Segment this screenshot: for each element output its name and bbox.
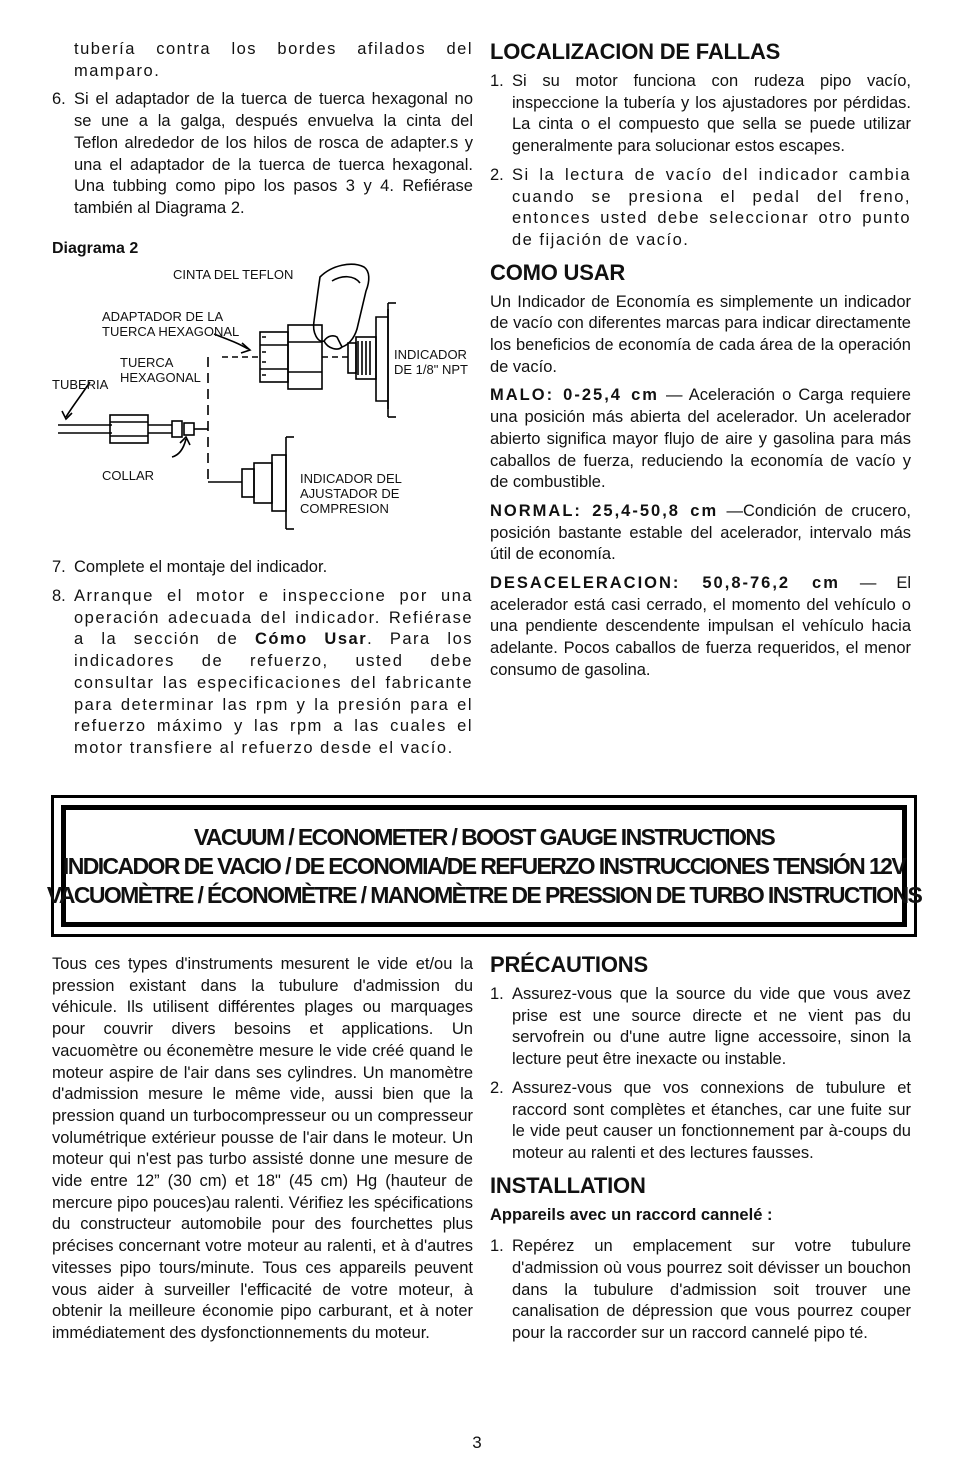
list-number: 6. <box>52 90 66 109</box>
list-text: Repérez un emplacement sur votre tubulure d'admission où vous pourrez soit dévisser un bouchon dans la tubulure d'admission soit trouver une canalisation de dépression que vous pourrez couper pour la raccorder sur un raccord cannelé pipo té. <box>512 1237 911 1343</box>
label-hex-nut: TUERCA HEXAGONAL <box>120 355 201 386</box>
label-teflon-tape: CINTA DEL TEFLON <box>173 267 294 283</box>
range-normal <box>490 501 911 566</box>
list-text: Si la lectura de vacío del indicador cambia cuando se presiona el pedal del freno, entonces usted debe seleccionar otro punto de fijación de vacío. <box>512 165 911 249</box>
troubleshoot-item-2 <box>490 165 911 252</box>
banner-title-spanish: INDICADOR DE VACIO / DE ECONOMIA/DE REFUERZO INSTRUCCIONES TENSIÓN 12V <box>62 852 906 879</box>
installation-item-1 <box>490 1236 911 1345</box>
troubleshoot-item-1 <box>490 71 911 158</box>
right-top-column <box>490 39 911 682</box>
list-number: 1. <box>490 1237 504 1256</box>
list-text <box>74 586 473 760</box>
collar-arrow-icon <box>172 439 186 457</box>
list-item-8 <box>52 586 473 760</box>
heading-installation: INSTALLATION <box>490 1172 646 1198</box>
list-number: 1. <box>490 985 504 1003</box>
range-decel <box>490 573 911 682</box>
left-top-column <box>52 39 473 767</box>
list-text: Si el adaptador de la tuerca de tuerca hexagonal no se une a la galga, después envuelva la cinta del Teflon alrededor de los hilos de rosca de adapter.s y una el adaptador de la tuerca de tuerca hexagonal. Una tubbing como pipo los pasos 3 y 4. Refiérase también al Diagrama 2. <box>74 90 473 217</box>
compression-fitting-shape <box>242 469 254 497</box>
title-banner-inner <box>46 805 922 927</box>
range-bad-text: — Aceleración o Carga requiere una posición más abierta del acelerador. Un acelerador abierto significa mayor flujo de aire y gasolina para más caballos de fuerza, reduciendo la economía de vacío y de combustible. <box>490 386 911 492</box>
diagram-2 <box>52 257 473 557</box>
list-text: Assurez-vous que vos connexions de tubulure et raccord sont complètes et étanches, car une fuite sur le vide peut causer un fonctionnement par à-coups du moteur au ralenti et des lectures fausses. <box>512 1078 911 1162</box>
left-bottom-column <box>52 954 473 1345</box>
gauge-stem-shape <box>348 343 356 373</box>
list-number: 1. <box>490 72 504 90</box>
range-bad <box>490 385 911 494</box>
title-banner <box>46 795 922 937</box>
list-item-6 <box>52 89 473 219</box>
heading-how-to-use: COMO USAR <box>490 259 626 285</box>
list-text-part: . Para los indicadores de refuerzo, usted debe consultar las especificaciones del fabricante para determinar las rpm y la presión para el refuerzo máximo y las rpm a las cuales el motor transfiere al refuerzo desde el vacío. <box>74 630 473 757</box>
hex-nut-shape <box>110 415 148 443</box>
list-text: Assurez-vous que la source du vide que vous avez prise est une source directe et ne vient pas du servofrein ou d'une autre ligne accessoire, sinon la lecture peut être inexacte ou instable. <box>512 985 911 1069</box>
range-bad-term: MALO: 0-25,4 cm <box>490 386 659 405</box>
heading-precautions: PRÉCAUTIONS <box>490 952 648 977</box>
list-text: Complete el montaje del indicador. <box>74 558 328 577</box>
heading-troubleshooting: LOCALIZACION DE FALLAS <box>490 39 781 64</box>
precaution-item-1 <box>490 984 911 1071</box>
range-decel-term: DESACELERACION: 50,8-76,2 cm <box>490 574 840 593</box>
list-number: 2. <box>490 165 504 184</box>
right-bottom-column <box>490 952 911 1352</box>
label-compression-gauge: INDICADOR DEL AJUSTADOR DE COMPRESION <box>300 471 402 517</box>
precaution-item-2 <box>490 1078 911 1165</box>
collar-shape <box>172 421 182 437</box>
banner-title-french: VACUOMÈTRE / ÉCONOMÈTRE / MANOMÈTRE DE PRESSION DE TURBO INSTRUCTIONS <box>46 881 922 908</box>
list-text-part: Arranque el motor e inspeccione por una operación adecuada del indicador. Refiérase a la sección de <box>74 587 473 649</box>
como-usar-reference: Cómo Usar <box>255 630 368 649</box>
label-collar: COLLAR <box>102 468 155 484</box>
list-item-7 <box>52 557 473 579</box>
use-intro: Un Indicador de Economía es simplemente un indicador de vacío con diferentes marcas para indicar directamente los beneficios de economía de cada área de la operación de vacío. <box>490 292 911 376</box>
page-number: 3 <box>472 1433 482 1452</box>
diagram-title: Diagrama 2 <box>52 239 139 257</box>
range-normal-text: —Condición de crucero, posición bastante estable del acelerador, intervalo más útil de economía. <box>490 501 912 564</box>
banner-title-english: VACUUM / ECONOMETER / BOOST GAUGE INSTRUCTIONS <box>193 823 775 850</box>
label-hex-adapter: ADAPTADOR DE LA TUERCA HEXAGONAL <box>102 309 240 340</box>
list-number: 2. <box>490 1078 504 1097</box>
label-gauge-npt: INDICADOR DE 1/8" NPT <box>394 347 468 378</box>
list-text: Si su motor funciona con rudeza pipo vacío, inspeccione la tubería y los ajustadores por pérdidas. La cinta o el compuesto que sella se puede utilizar generalmente para solucionar estos escapes. <box>512 72 911 156</box>
french-intro: Tous ces types d'instruments mesurent le vide et/ou la pression existant dans la tubulure d'admission du véhicule. Ils utilisent différentes plages ou marquages pour couvrir divers besoins et applications. Un vacuomètre ou éconemètre mesure le vide créé quand le moteur aspire de l'air dans ses cylindres. Un manomètre d'admission mesure le même vide, aussi bien que la pression quand un turbocompresseur ou un compresseur volumétrique extérieur pousse de l'air dans le moteur. Un moteur qui n'est pas turbo assisté donne une mesure de vide entre 12” (30 cm) et 18" (45 cm) Hg (hauteur de mercure pipo pouces)au ralenti. Vérifiez les spécifications du constructeur automobile pour des fourchettes plus précises concernant votre moteur au ralenti, et à d'autres vitesses pipo tours/minute. Tous ces appareils peuvent vous aider à surveiller l'efficacité de votre moteur, à obtenir la meilleure économie pipo carburant, et à noter immédiatement des dysfonctionnements du moteur. <box>52 955 473 1342</box>
item-5-continuation: tubería contra los bordes afilados del mamparo. <box>74 40 473 80</box>
installation-subheading: Appareils avec un raccord cannelé : <box>490 1205 773 1224</box>
list-number: 8. <box>52 587 66 606</box>
range-normal-term: NORMAL: 25,4-50,8 cm <box>490 501 719 520</box>
label-tubing: TUBERIA <box>52 377 109 393</box>
range-decel-text: — El acelerador está casi cerrado, el momento del vehículo o una pendiente descendente impulsan el vehículo hacia adelante. Pocos caballos de fuerza requeridos, el menor consumo de gasolina. <box>490 574 911 679</box>
list-number: 7. <box>52 558 66 577</box>
